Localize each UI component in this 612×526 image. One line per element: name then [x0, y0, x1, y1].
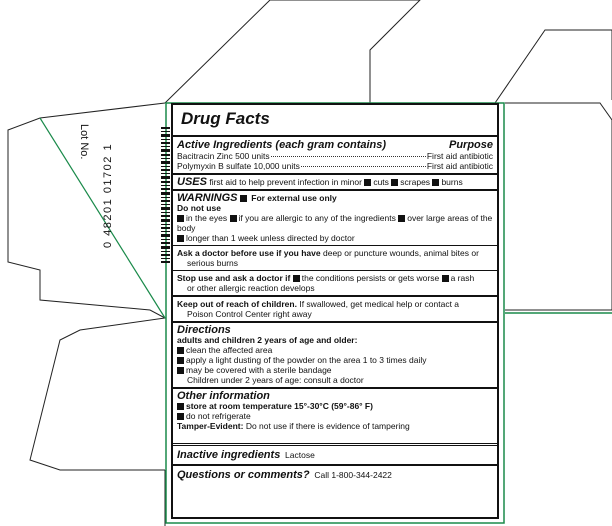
bullet-square-icon [398, 215, 405, 222]
bullet-square-icon [293, 275, 300, 282]
questions-heading: Questions or comments? [177, 469, 310, 481]
stop-use-section [173, 271, 497, 297]
active-ingredients-section [173, 135, 497, 175]
warnings-heading: WARNINGS [177, 192, 238, 204]
active-ingredients-heading: Active Ingredients (each gram contains) [177, 139, 387, 151]
other-info-item [177, 401, 493, 411]
lot-number-label: Lot No. [78, 124, 90, 160]
keep-out-text: If swallowed, get medical help or contact a [299, 299, 460, 309]
keep-out-text-continued: Poison Control Center right away [187, 309, 312, 319]
bullet-square-icon [177, 403, 184, 410]
ingredient-row [177, 161, 493, 171]
ingredient-name: Bacitracin Zinc 500 units [177, 151, 270, 161]
inactive-section [173, 446, 497, 466]
bullet-square-icon [177, 357, 184, 364]
questions-text: Call 1-800-344-2422 [314, 470, 392, 480]
other-info-item [177, 411, 493, 421]
drug-facts-panel [171, 103, 499, 519]
drug-facts-title: Drug Facts [181, 109, 270, 128]
active-ingredients-header [177, 139, 493, 151]
stop-use-heading: Stop use and ask a doctor if [177, 273, 291, 283]
uses-text: first aid to help prevent infection in minor [209, 177, 362, 187]
external-use-text: For external use only [251, 193, 337, 203]
uses-item: cuts [373, 177, 389, 187]
uses-item: scrapes [400, 177, 431, 187]
warning-item: if you are allergic to any of the ingredients [238, 213, 396, 223]
ingredient-row [177, 151, 493, 161]
directions-item [177, 365, 493, 375]
bullet-square-icon [177, 235, 184, 242]
bullet-square-icon [177, 367, 184, 374]
directions-text: clean the affected area [186, 345, 273, 355]
uses-heading: USES [177, 176, 207, 188]
other-info-section [173, 389, 497, 446]
directions-children: Children under 2 years of age: consult a doctor [187, 375, 364, 385]
other-info-heading: Other information [177, 390, 270, 402]
warning-item: over large areas of the body [177, 213, 493, 233]
right-flap-outline [505, 103, 612, 310]
stop-use-text-continued: or other allergic reaction develops [187, 283, 315, 293]
keep-out-heading: Keep out of reach of children. [177, 299, 297, 309]
directions-heading: Directions [177, 324, 231, 336]
bullet-square-icon [230, 215, 237, 222]
do-not-use-line [177, 233, 493, 243]
bullet-square-icon [177, 347, 184, 354]
ingredient-purpose: First aid antibiotic [426, 161, 493, 171]
barcode-image [161, 127, 170, 263]
bullet-square-icon [442, 275, 449, 282]
directions-item [177, 345, 493, 355]
ask-doctor-text: deep or puncture wounds, animal bites or [322, 248, 479, 258]
barcode-digits: 0 48201 01702 1 [102, 142, 114, 248]
uses-section [173, 175, 497, 191]
ask-doctor-section [173, 246, 497, 271]
top-flap-outline [165, 0, 612, 103]
ask-doctor-heading: Ask a doctor before use if you have [177, 248, 321, 258]
directions-section [173, 323, 497, 389]
warning-item: in the eyes [186, 213, 228, 223]
ingredient-purpose: First aid antibiotic [426, 151, 493, 161]
bullet-square-icon [240, 195, 247, 202]
ingredient-name: Polymyxin B sulfate 10,000 units [177, 161, 300, 171]
stop-use-item: a rash [450, 273, 475, 283]
ask-doctor-text-continued: serious burns [187, 258, 239, 268]
inactive-heading: Inactive ingredients [177, 449, 281, 461]
storage-text: store at room temperature 15°-30°C (59°-86° F) [186, 401, 373, 411]
bullet-square-icon [177, 215, 184, 222]
warning-item: longer than 1 week unless directed by doctor [186, 233, 355, 243]
dot-leader [271, 156, 426, 157]
refrigerate-text: do not refrigerate [186, 411, 251, 421]
bullet-square-icon [364, 179, 371, 186]
purpose-heading: Purpose [448, 139, 493, 151]
keep-out-section [173, 297, 497, 323]
questions-section [173, 466, 497, 484]
dot-leader [301, 166, 426, 167]
directions-text: apply a light dusting of the powder on the area 1 to 3 times daily [186, 355, 427, 365]
bullet-square-icon [391, 179, 398, 186]
bullet-square-icon [432, 179, 439, 186]
directions-subheading: adults and children 2 years of age and older: [177, 335, 358, 345]
do-not-use-line [177, 213, 493, 233]
uses-item: burns [441, 177, 463, 187]
bullet-square-icon [177, 413, 184, 420]
tamper-label: Tamper-Evident: [177, 421, 244, 431]
warnings-section [173, 191, 497, 246]
directions-item [177, 355, 493, 365]
tamper-line [177, 421, 493, 431]
directions-text: may be covered with a sterile bandage [186, 365, 332, 375]
do-not-use-heading: Do not use [177, 203, 221, 213]
stop-use-item: the conditions persists or gets worse [301, 273, 440, 283]
tamper-text: Do not use if there is evidence of tampering [245, 421, 410, 431]
inactive-text: Lactose [285, 450, 315, 460]
